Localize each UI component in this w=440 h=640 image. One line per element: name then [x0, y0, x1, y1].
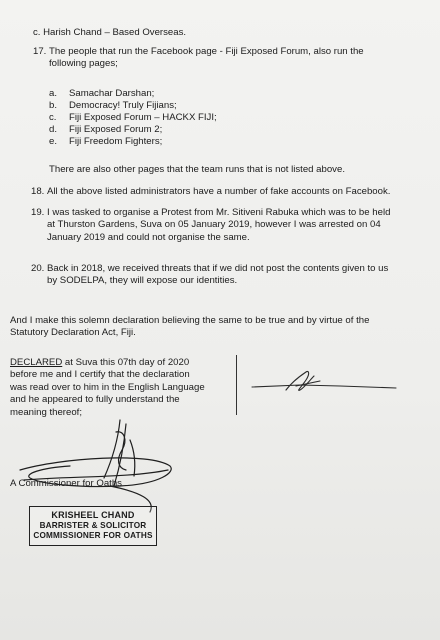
- list-letter-d: d.: [49, 124, 58, 135]
- para-19-line: I was tasked to organise a Protest from Mr. Sitiveni Rabuka which was to be held: [47, 207, 391, 218]
- list-letter-a: a.: [49, 88, 58, 99]
- para-18-text: All the above listed administrators have a number of fake accounts on Facebook.: [47, 186, 391, 197]
- para-20-line: Back in 2018, we received threats that if we did not post the contents given to us: [47, 263, 389, 274]
- declared-line: before me and I certify that the declaration: [10, 369, 190, 381]
- stamp-title: BARRISTER & SOLICITOR: [39, 520, 147, 530]
- list-item-c: Fiji Exposed Forum – HACKX FIJI;: [69, 112, 217, 123]
- commissioner-label: A Commissioner for Oaths: [10, 478, 122, 489]
- declared-line: and he appeared to fully understand the: [10, 394, 180, 406]
- para-20-number: 20.: [31, 263, 45, 274]
- declared-first-line: at Suva this 07th day of 2020: [62, 357, 190, 368]
- declarant-signature: [252, 371, 396, 390]
- list-item-b: Democracy! Truly Fijians;: [69, 100, 177, 111]
- declaration-line: And I make this solemn declaration believing the same to be true and by virtue of the: [10, 315, 370, 326]
- list-item-e: Fiji Freedom Fighters;: [69, 136, 163, 147]
- declaration-line: Statutory Declaration Act, Fiji.: [10, 327, 136, 339]
- declared-word: DECLARED: [10, 357, 63, 368]
- para-20-line: by SODELPA, they will expose our identities.: [47, 275, 238, 287]
- declared-line: meaning thereof;: [10, 406, 82, 418]
- para-19-line: at Thurston Gardens, Suva on 05 January 2019, however I was arrested on 04: [47, 219, 381, 231]
- para-17-line-2: following pages;: [49, 58, 118, 69]
- stamp-name: KRISHEEL CHAND: [51, 510, 135, 520]
- para-19-line: January 2019 and could not organise the same.: [47, 231, 250, 243]
- para-17-number: 17.: [33, 46, 47, 57]
- item-c-overseas: c. Harish Chand – Based Overseas.: [33, 27, 187, 38]
- para-17-line-1: The people that run the Facebook page - Fiji Exposed Forum, also run the: [49, 46, 364, 57]
- declared-line: was read over to him in the English Language: [10, 381, 205, 393]
- commissioner-signature: [20, 420, 171, 512]
- stamp-role: COMMISSIONER FOR OATHS: [33, 531, 153, 541]
- list-letter-c: c.: [49, 112, 57, 123]
- list-letter-e: e.: [49, 136, 58, 147]
- para-18-number: 18.: [31, 186, 45, 197]
- para-19-number: 19.: [31, 207, 45, 218]
- list-letter-b: b.: [49, 100, 58, 111]
- commissioner-stamp: [29, 506, 157, 546]
- list-item-d: Fiji Exposed Forum 2;: [69, 124, 163, 135]
- para-17-other-pages: There are also other pages that the team runs that is not listed above.: [49, 164, 345, 175]
- list-item-a: Samachar Darshan;: [69, 88, 155, 99]
